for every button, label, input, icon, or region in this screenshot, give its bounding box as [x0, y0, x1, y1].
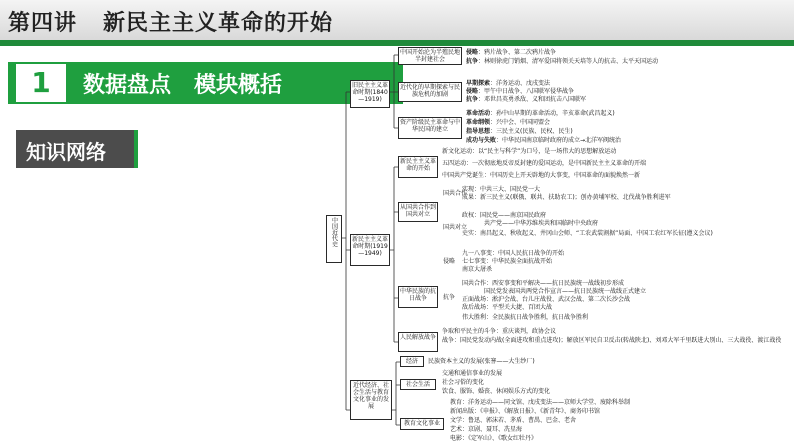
p1-g1-item-2: 抗争：林则徐虎门销烟、清军爱国将领关天培等人的抗击、太平天国运动 — [466, 58, 659, 65]
p2-g2-sub-2-line-3: 史实：南昌起义、秋收起义、井冈山会师、“工农武装割据”局面、中国工农红军长征(遵义会议) — [462, 230, 713, 237]
p2-g2-sub-2-line-2: 共产党——中华苏维埃共和国临时中央政府 — [484, 220, 599, 227]
p1-group-2-label: 近代化的早期探索与民族危机的加剧 — [400, 84, 461, 98]
p2-g1-line-1: 新文化运动：以“民主与科学”为口号，是一场伟大的思想解放运动 — [442, 148, 617, 155]
p2-g3-sub-2-line-2: 国民党发表国共两党合作宣言——抗日民族统一战线正式建立 — [484, 288, 647, 295]
p1-g3-item-4: 成功与失败：中华民国南京临时政府的成立→北洋军阀统治 — [466, 137, 622, 144]
tree-root-label: 中国近代史 — [330, 217, 338, 247]
p1-g2-item-3: 抗争：邓世昌英勇杀敌、义和团抗击八国联军 — [466, 96, 587, 103]
p2-group-1 — [398, 156, 438, 178]
p3-item-3-line-2: 新闻出版：《申报》、《解放日报》、《新青年》、商务印书馆 — [450, 408, 601, 415]
p1-group-1 — [398, 47, 462, 65]
p1-g3-item-3: 指导思想：三民主义(民族、民权、民生) — [466, 128, 573, 135]
period2-node — [350, 234, 390, 266]
p2-g3-sub-2-key: 抗争 — [443, 294, 456, 301]
p1-group-3 — [398, 117, 462, 139]
p1-group-2 — [398, 82, 462, 102]
p2-group-3 — [398, 286, 438, 308]
period3-label: 近代经济、社会生活与教育文化事业的发展 — [352, 382, 389, 410]
p2-group-4-label: 人民解放战争 — [400, 334, 437, 341]
p1-g2-item-2: 侵略：甲午中日战争、八国联军侵华战争 — [466, 88, 575, 95]
p3-item-2 — [400, 379, 436, 390]
p3-item-2-key: 社会生活 — [405, 381, 430, 388]
p2-group-1-label: 新民主主义革命的开始 — [400, 158, 437, 172]
p2-g3-sub-2-line-1: 国共合作：西安事变和平解决——抗日民族统一战线初步形成 — [462, 280, 625, 287]
p2-g3-sub-2-line-4: 敌后战场：平型关大捷、百团大战 — [462, 304, 553, 311]
p3-item-3-line-4: 艺术：京剧、聂耳、冼星海 — [450, 426, 523, 433]
module-number: 1 — [16, 64, 66, 102]
p3-item-3-line-3: 文学：鲁迅、郭沫若、茅盾、曹禺、巴金、老舍 — [450, 417, 577, 424]
p3-item-1-key: 经济 — [405, 358, 418, 365]
p2-group-3-label: 中华民族的抗日战争 — [400, 288, 437, 302]
p2-g2-sub-1-line-2: 成果：新三民主义(联俄、联共、扶助农工)；创办黄埔军校、北伐战争胜利进军 — [462, 194, 671, 201]
module-title: 数据盘点 模块概括 — [83, 73, 282, 98]
p1-g3-item-2: 革命纲领：兴中会、中国同盟会 — [466, 119, 551, 126]
p3-item-3-line-5: 电影：《定军山》、《歌女红牡丹》 — [450, 435, 538, 442]
p1-g1-item-1: 侵略：鸦片战争、第二次鸦片战争 — [466, 49, 557, 56]
p2-g3-sub-1-line-3: 南京大屠杀 — [462, 266, 493, 273]
p3-item-1-line-1: 民族资本主义的发展(张謇——大生纱厂) — [428, 358, 535, 365]
p2-group-4 — [398, 332, 438, 352]
p3-item-1 — [400, 356, 424, 367]
p2-g2-sub-1-line-1: 实现：中共三大、国民党一大 — [462, 186, 541, 193]
p1-g2-item-1: 早期探索：洋务运动、戊戌变法 — [466, 80, 551, 87]
p2-g3-sub-1-line-1: 九一八事变：中国人民抗日战争的开始 — [462, 250, 565, 257]
p3-item-2-line-3: 饮食、服饰、婚丧、休闲娱乐方式的变化 — [442, 388, 551, 395]
section-label: 知识网络 — [26, 140, 106, 164]
p1-g3-item-1: 革命活动：孙中山早期的革命活动，辛亥革命(武昌起义) — [466, 110, 615, 117]
p1-group-1-label: 中国开始沦为半殖民地半封建社会 — [400, 49, 461, 63]
p2-group-2 — [398, 202, 438, 222]
p3-item-3-key: 教育文化事业 — [403, 420, 440, 427]
p1-group-3-label: 资产阶级民主革命与中华民国的建立 — [400, 119, 461, 133]
period3-node — [350, 380, 392, 420]
page-title: 第四讲 新民主主义革命的开始 — [8, 11, 333, 36]
p2-g3-sub-1-line-2: 七七事变：中华民族全面抗战开始 — [462, 258, 553, 265]
period1-node — [350, 80, 390, 108]
p2-group-2-label: 从国共合作到国共对立 — [400, 204, 437, 218]
p2-g2-sub-1-key: 国共合作 — [443, 190, 468, 197]
period1-label: 旧民主主义革命时期(1840—1919) — [352, 82, 389, 103]
p2-g3-sub-1-key: 侵略 — [443, 258, 456, 265]
p2-g2-sub-2-key: 国共对立 — [443, 224, 468, 231]
p3-item-2-line-2: 社会习俗的变化 — [442, 379, 485, 386]
p2-g3-sub-2-line-3: 正面战场：淞沪会战、台儿庄战役、武汉会战、第二次长沙会战 — [462, 296, 631, 303]
p3-item-2-line-1: 交通和通信事业的发展 — [442, 370, 503, 377]
p2-g1-line-3: 中国共产党诞生：中国历史上开天辟地的大事变，中国革命的面貌焕然一新 — [442, 172, 641, 179]
p2-g3-sub-2-line-5: 伟大胜利：全民族抗日战争胜利，抗日战争胜利 — [462, 314, 589, 321]
p3-item-3 — [400, 418, 444, 430]
p2-g1-line-2: 五四运动：一次彻底地反帝反封建的爱国运动，是中国新民主主义革命的开端 — [442, 160, 647, 167]
p2-g4-line-1: 争取和平民主的斗争：重庆谈判，政协会议 — [442, 328, 557, 335]
p3-item-3-line-1: 教育：洋务运动——同文馆、戊戌变法——京师大学堂、废除科举制 — [450, 399, 631, 406]
p2-g4-line-2: 战争：国民党发动内战(全面进攻和重点进攻)；解放区军民自卫反击(转战陕北)、刘邓大军千里跃进大别山、三大战役、渡江战役 — [442, 337, 782, 344]
period2-label: 新民主主义革命时期(1919—1949) — [352, 236, 389, 257]
p2-g2-sub-2-line-1: 政权：国民党——南京国民政府 — [462, 212, 547, 219]
tree-root — [326, 215, 342, 263]
